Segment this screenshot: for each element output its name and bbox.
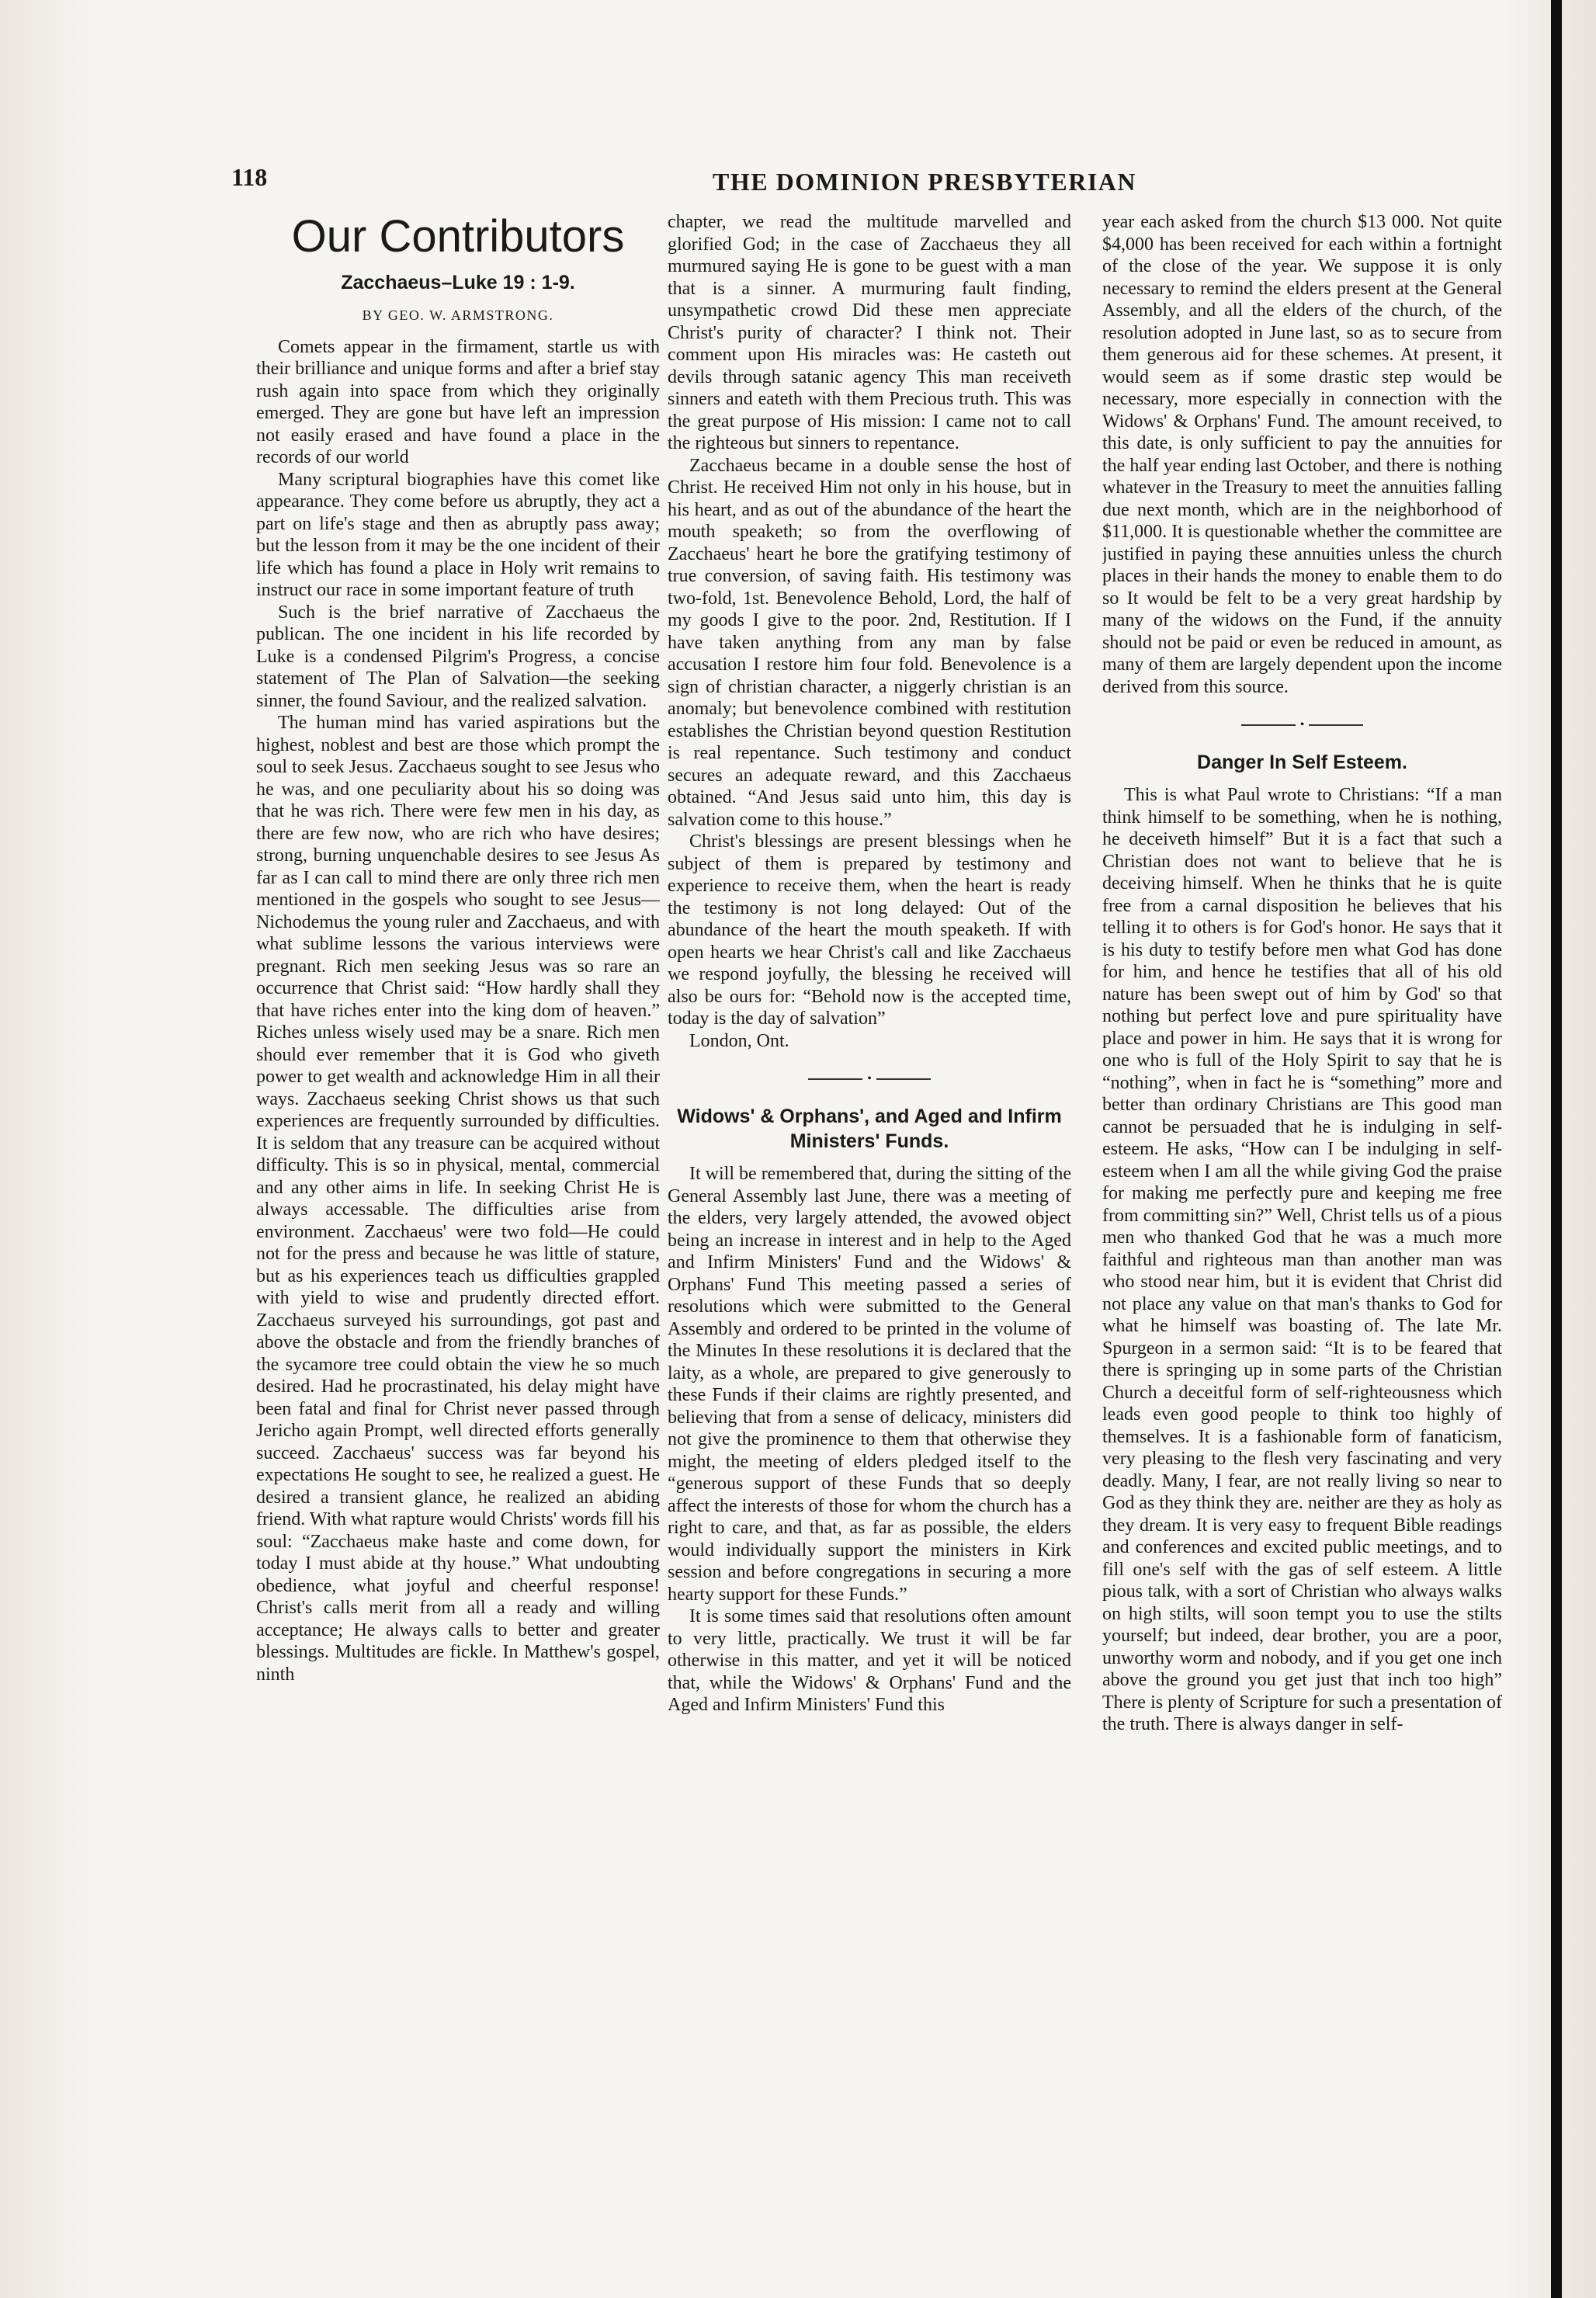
column-1: [256, 211, 660, 2245]
paragraph: Many scriptural biographies have this comet like appearance. They come before us abruptly, they act a part on life's stage and then as abruptly pass away; but the lesson from it may be the one incident of their life which has found a place in Holy writ remains to instruct our race in some important feature of truth: [256, 469, 660, 600]
page-number: 118: [231, 163, 268, 191]
scan-edge-border: [1551, 0, 1562, 2298]
separator-ornament: •: [1102, 717, 1502, 733]
paragraph: year each asked from the church $13 000. Not quite $4,000 has been received for each within a fortnight of the close of the year. We suppose it is only necessary to remind the elders present at the General Assembly, and all the elders of the church, of the resolution adopted in June last, so as to secure from them generous aid for these schemes. At present, it would seem as if some drastic step would be necessary, more especially in connection with the Widows' & Orphans' Fund. The amount received, to this date, is only sufficient to pay the annuities for the half year ending last October, and there is nothing whatever in the Treasury to meet the annuities falling due next month, which are in the neighborhood of $11,000. It is questionable whether the committee are justified in paying these annuities unless the church places in their hands the money to enable them to do so It would be felt to be a very great hardship by many of the widows on the Fund, if the annuity should not be paid or even be reduced in amount, as many of them are largely dependent upon the income derived from this source.: [1102, 212, 1502, 697]
paragraph: Zacchaeus became in a double sense the host of Christ. He received Him not only in his house, but in his heart, and as out of the abundance of the heart the mouth speaketh; so from the overflowing of Zacchaeus' heart he bore the gratifying testimony of true conversion, of saving faith. His testimony was two-fold, 1st. Benevolence Behold, Lord, the half of my goods I give to the poor. 2nd, Restitution. If I have taken anything from any man by false accusation I restore him four fold. Benevolence is a sign of christian character, a niggerly christian is an anomaly; but benevolence combined with restitution establishes the Christian beyond question Restitution is real repentance. Such testimony and conduct secures an adequate reward, and this Zacchaeus obtained. “And Jesus said unto him, this day is salvation come to this house.”: [668, 455, 1071, 830]
column-3: [1102, 211, 1502, 2245]
paragraph: It is some times said that resolutions often amount to very little, practically. We trust it will be far otherwise in this matter, and yet it will be noticed that, while the Widows' & Orphans' Fund and the Aged and Infirm Ministers' Fund this: [668, 1606, 1071, 1716]
byline: BY GEO. W. ARMSTRONG.: [362, 307, 554, 323]
article-title-self-esteem: Danger In Self Esteem.: [1197, 752, 1407, 774]
column-2: [668, 211, 1071, 2245]
paragraph: Comets appear in the firmament, startle us with their brilliance and unique forms and after a brief stay rush again into space from which they originally emerged. They are gone but have left an impression not easily erased and have found a place in the records of our world: [256, 336, 660, 467]
article-title-funds: Widows' & Orphans', and Aged and Infirm Ministers' Funds.: [677, 1106, 1062, 1153]
paragraph: The human mind has varied aspirations but the highest, noblest and best are those which prompt the soul to seek Jesus. Zacchaeus sought to see Jesus who he was, and one peculiarity about his so doing was that he was rich. There were few men in his day, as there are few now, who are rich who have desires; strong, burning unquenchable desires to see Jesus As far as I can call to mind there are only three rich men mentioned in the gospels who sought to see Jesus—Nichodemus the young ruler and Zacchaeus, and with what sublime lessons the various interviews were pregnant. Rich men seeking Jesus was so rare an occurrence that Christ said: “How hardly shall they that have riches enter into the king dom of heaven.” Riches unless wisely used may be a snare. Rich men should ever remember that it is God who giveth power to get wealth and acknowledge Him in all their ways. Zacchaeus seeking Christ shows us that such experiences are frequently surrounded by difficulties. It is seldom that any treasure can be acquired without difficulty. This is so in physical, mental, commercial and any other aims in life. In seeking Christ He is always accessable. The difficulties arise from environment. Zacchaeus' were two fold—He could not for the press and because he was little of stature, but as his experiences teach us difficulties grappled with yield to wise and prudently directed effort. Zacchaeus surveyed his surroundings, got past and above the obstacle and from the friendly branches of the sycamore tree could obtain the view he so much desired. Had he procrastinated, his delay might have been fatal and final for Christ never passed through Jericho again Prompt, well directed efforts generally succeed. Zacchaeus' success was far beyond his expectations He sought to see, he realized a guest. He desired a transient glance, he realized an abiding friend. With what rapture would Christs' words fill his soul: “Zacchaeus make haste and come down, for today I must abide at thy house.” What undoubting obedience, what joyful and cheerful response! Christ's calls merit from all a ready and willing acceptance; He always calls to better and greater blessings. Multitudes are fickle. In Matthew's gospel, ninth: [256, 713, 660, 1685]
signoff: London, Ont.: [689, 1030, 789, 1051]
paragraph: chapter, we read the multitude marvelled and glorified God; in the case of Zacchaeus they all murmured saying He is gone to be guest with a man that is a sinner. A murmuring fault finding, unsympathetic crowd Did these men appreciate Christ's purity of character? I think not. Their comment upon His miracles was: He casteth out devils through satanic agency This man receiveth sinners and eateth with them Precious truth. This was the great purpose of His mission: I came not to call the righteous but sinners to repentance.: [668, 212, 1071, 453]
running-head: THE DOMINION PRESBYTERIAN: [713, 168, 1137, 196]
section-title: Our Contributors: [291, 211, 625, 262]
paragraph: Such is the brief narrative of Zacchaeus the publican. The one incident in his life recorded by Luke is a condensed Pilgrim's Progress, a concise statement of The Plan of Salvation—the seeking sinner, the found Saviour, and the realized salvation.: [256, 602, 660, 711]
page-header: [231, 163, 1137, 196]
paragraph: This is what Paul wrote to Christians: “If a man think himself to be something, when he is nothing, he deceiveth himself” But it is a fact that such a Christian does not want to believe that he is deceiving himself. When he thinks that he is quite free from a carnal disposition he believes that his telling it to others is for God's honor. He says that it is his duty to testify before men what God has done for him, and hence he testifies that all of his old nature has been swept out of him by God' so that nothing but perfect love and pure spirituality have place and power in him. He says that it is wrong for one who is full of the Holy Spirit to say that he is “nothing”, when in fact he is “something” more and better than ordinary Christians are This good man cannot be persuaded that he is indulging in self-esteem. He asks, “How can I be indulging in self-esteem when I am all the while giving God the praise for making me perfectly pure and keeping me free from committing sin?” Well, Christ tells us of a pious men who thanked God that he was a much more faithful and righteous man than another man was who stood near him, but it is evident that Christ did not place any value on that man's thanks to God for what he himself was boasting of. The late Mr. Spurgeon in a sermon said: “It is to be feared that there is springing up in some parts of the Christian Church a deceitful form of self-righteousness which leads even good people to think too highly of themselves. It is a fashionable form of fanaticism, very pleasing to the flesh very fascinating and very deadly. Many, I fear, are not really living so near to God as they think they are. neither are they as holy as they dream. It is very easy to frequent Bible readings and conferences and excited public meetings, and to fill one's self with the gas of self esteem. A little pious talk, with a sort of Christian who always walks on high stilts, will soon tempt you to use the stilts yourself; but indeed, dear brother, you are a poor, unworthy worm and nobody, and if you get one inch above the ground you get just that inch too high” There is plenty of Scripture for such a presentation of the truth. There is always danger in self-: [1102, 785, 1502, 1735]
paragraph: Christ's blessings are present blessings when he subject of them is prepared by testimony and experience to receive them, when the heart is ready the testimony is not long delayed: Out of the abundance of the heart the mouth speaketh. If with open hearts we hear Christ's call and like Zacchaeus we respond joyfully, the blessing he received will also be ours for: “Behold now is the accepted time, today is the day of salvation”: [668, 831, 1071, 1029]
article-title-zacchaeus: Zacchaeus–Luke 19 : 1-9.: [341, 272, 575, 293]
separator-ornament: •: [668, 1071, 1071, 1087]
paragraph: It will be remembered that, during the sitting of the General Assembly last June, there was a meeting of the elders, very largely attended, the avowed object being an increase in interest and in help to the Aged and Infirm Ministers' Fund and the Widows' & Orphans' Fund This meeting passed a series of resolutions which were submitted to the General Assembly and ordered to be printed in the volume of the Minutes In these resolutions it is declared that the laity, as a whole, are prepared to give generously to these Funds if their claims are rightly presented, and believing that from a sense of delicacy, ministers did not give the prominence to them that otherwise they might, the meeting of elders pledged itself to the “generous support of these Funds that so deeply affect the interests of those for whom the church has a right to care, and that, as far as possible, the elders would individually support the ministers in Kirk session and before congregations in securing a more hearty support for these Funds.”: [668, 1164, 1071, 1605]
